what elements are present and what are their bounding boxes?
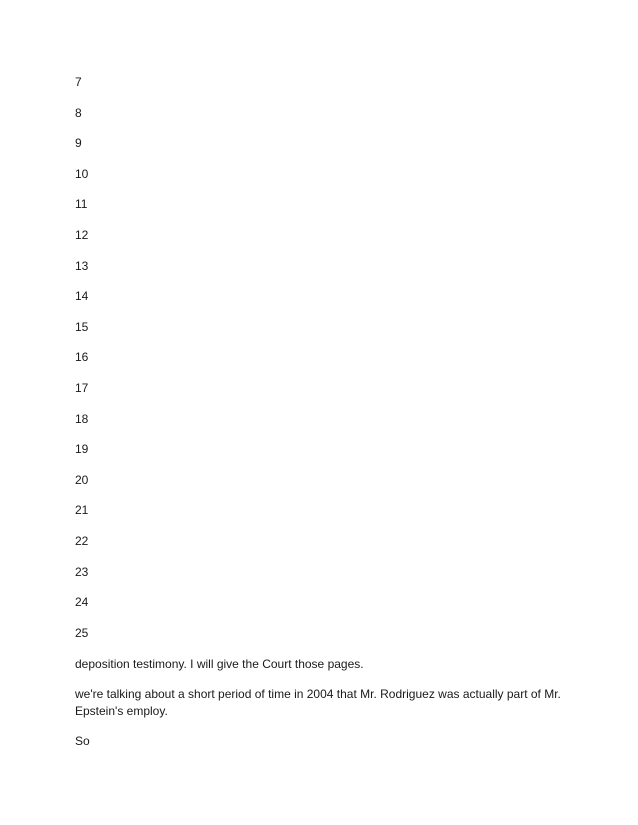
line-number: 16: [75, 350, 89, 365]
transcript-paragraph: So: [75, 734, 90, 748]
line-number-column: [75, 74, 88, 655]
line-number: 17: [75, 380, 89, 395]
line-number: 7: [75, 75, 82, 89]
transcript-body: [75, 656, 575, 763]
line-number: 21: [75, 503, 89, 518]
line-number: 11: [75, 197, 88, 212]
line-number: 15: [75, 319, 89, 334]
line-number: 14: [75, 289, 89, 304]
line-number: 13: [75, 258, 89, 273]
line-number: 8: [75, 105, 82, 120]
line-number: 23: [75, 564, 89, 579]
line-number: 18: [75, 411, 89, 426]
line-number: 10: [75, 166, 89, 181]
line-number: 9: [75, 136, 82, 151]
line-number: 25: [75, 625, 89, 640]
line-number: 12: [75, 227, 89, 242]
line-number: 19: [75, 442, 89, 457]
line-number: 22: [75, 533, 89, 548]
line-number: 24: [75, 595, 89, 610]
line-number: 20: [75, 472, 89, 487]
transcript-paragraph: deposition testimony. I will give the Court those pages.: [75, 657, 364, 671]
transcript-paragraph: we're talking about a short period of time in 2004 that Mr. Rodriguez was actually part of Mr. Epstein's employ.: [75, 687, 561, 718]
